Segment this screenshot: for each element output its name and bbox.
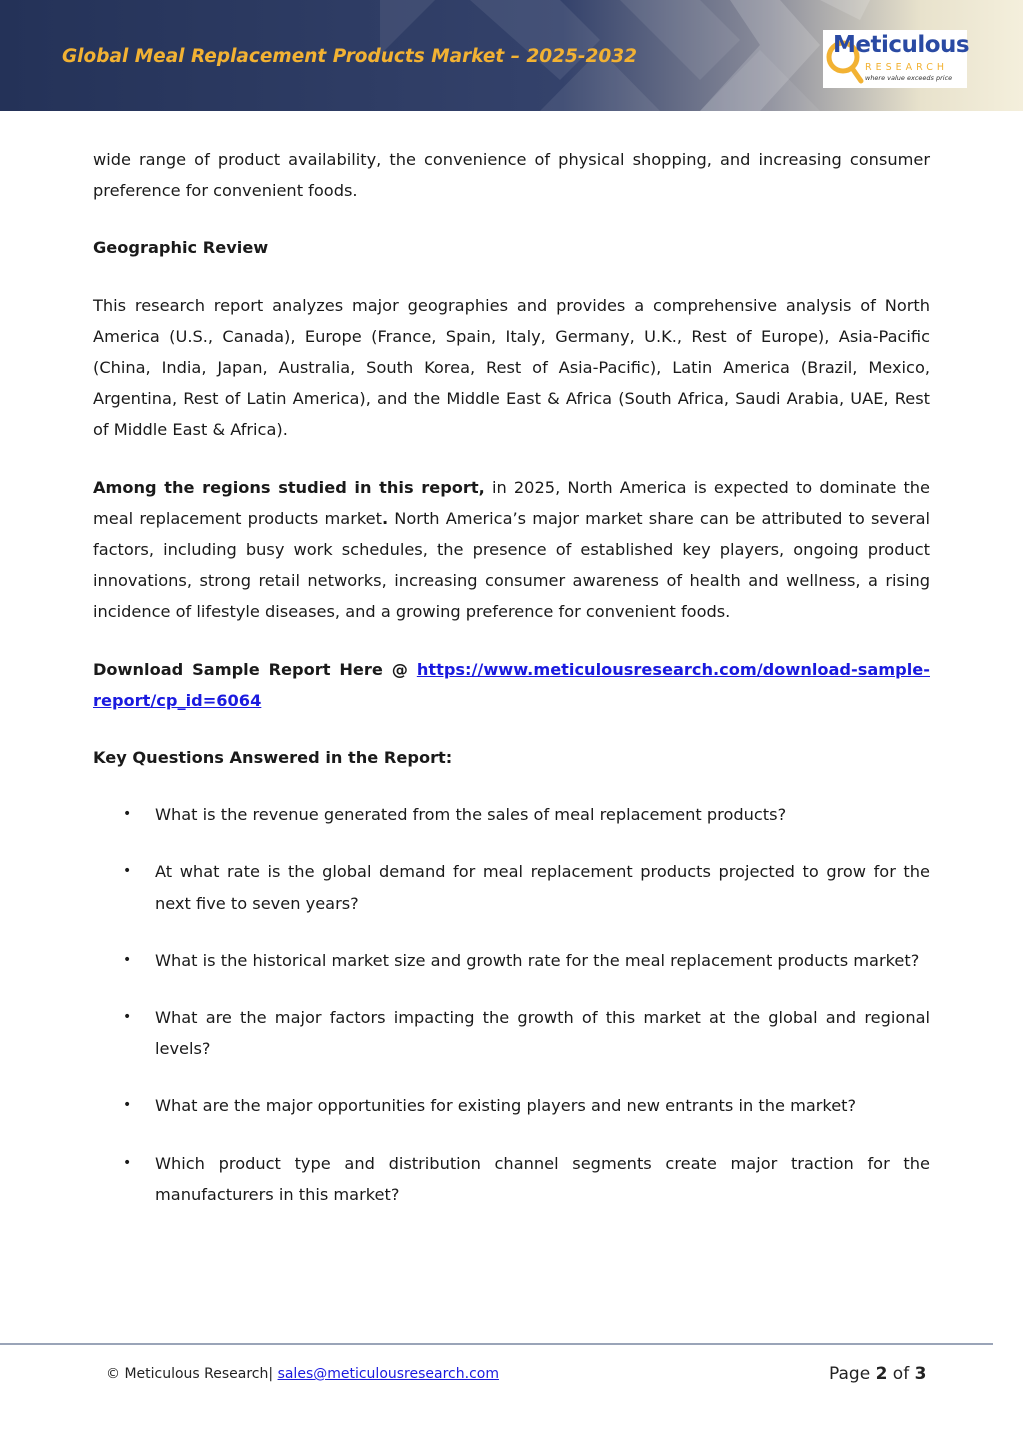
- regions-paragraph: [93, 472, 930, 628]
- company-logo: [823, 30, 970, 88]
- list-item: • What is the revenue generated from the sales of meal replacement products?: [93, 799, 930, 830]
- intro-paragraph: wide range of product availability, the convenience of physical shopping, and increasing consumer preference for convenient foods.: [93, 150, 930, 201]
- download-paragraph: [93, 654, 930, 716]
- questions-list: [93, 799, 930, 1210]
- page-number: [829, 1364, 926, 1384]
- sales-email-link[interactable]: sales@meticulousresearch.com: [277, 1366, 499, 1382]
- page-prefix: Page: [829, 1364, 876, 1384]
- page-total: 3: [914, 1364, 927, 1384]
- regions-lead: Among the regions studied in this report,: [93, 477, 485, 497]
- regions-text-1: in 2025, North America is expected to dominate the meal replacement products market: [93, 477, 931, 528]
- list-item: • What are the major opportunities for existing players and new entrants in the market?: [93, 1090, 930, 1121]
- list-item: • What is the historical market size and growth rate for the meal replacement products market?: [93, 945, 930, 976]
- footer-divider: [0, 1343, 993, 1345]
- list-item: • What are the major factors impacting the growth of this market at the global and regional levels?: [93, 1002, 930, 1064]
- page-current: 2: [875, 1364, 888, 1384]
- regions-text-2: North America’s major market share can be attributed to several factors, including busy work schedules, the presence of established key players, ongoing product innovations, strong retail networks, increasing consumer awareness of health and wellness, a rising incidence of lifestyle diseases, and a growing preference for convenient foods.: [93, 508, 930, 622]
- key-questions-heading: Key Questions Answered in the Report:: [93, 748, 453, 768]
- list-item: • At what rate is the global demand for meal replacement products projected to grow for the next five to seven years?: [93, 856, 930, 918]
- copyright-text: © Meticulous Research|: [106, 1366, 278, 1382]
- header-banner: [0, 0, 1023, 111]
- geographic-paragraph: This research report analyzes major geographies and provides a comprehensive analysis of North America (U.S., Canada), Europe (France, Spain, Italy, Germany, U.K., Rest of Europe), Asia-Pacific (China, India, Japan, Australia, South Korea, Rest of Asia-Pacific), Latin America (Brazil, Mexico, Argentina, Rest of Latin America), and the Middle East & Africa (South Africa, Saudi Arabia, UAE, Rest of Middle East & Africa).: [93, 295, 930, 440]
- logo-tagline: where value exceeds price: [865, 74, 953, 82]
- logo-subtitle: RESEARCH: [865, 62, 949, 73]
- document-title: Global Meal Replacement Products Market – 2025-2032: [62, 46, 638, 67]
- logo-wordmark: Meticulous: [833, 32, 970, 58]
- list-item: • Which product type and distribution channel segments create major traction for the manufacturers in this market?: [93, 1148, 930, 1210]
- download-label: Download Sample Report Here @: [93, 659, 417, 679]
- page-of: of: [887, 1364, 915, 1384]
- download-sample-link[interactable]: https://www.meticulousresearch.com/download-sample-report/cp_id=6064: [93, 659, 930, 710]
- footer-copyright: [106, 1366, 499, 1382]
- main-content: [93, 144, 930, 1236]
- geographic-review-heading: Geographic Review: [93, 238, 269, 258]
- regions-dot: .: [381, 508, 389, 528]
